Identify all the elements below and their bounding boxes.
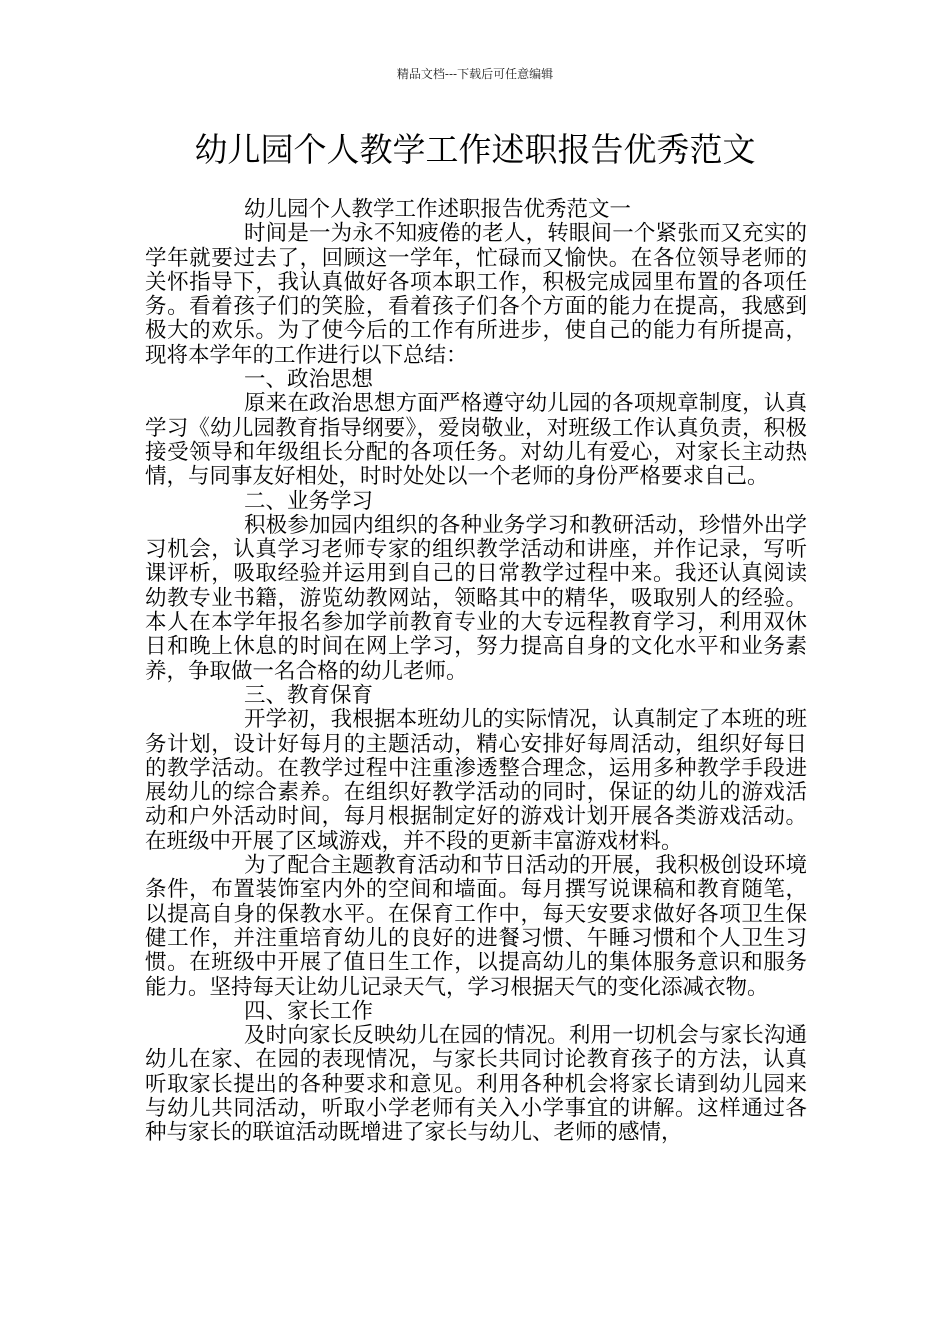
section-heading-politics: 一、政治思想 — [244, 367, 374, 393]
study-paragraph: 积极参加园内组织的各种业务学习和教研活动，珍惜外出学习机会，认真学习老师专家的组织教学活动和讲座，并作记录，写听课评析，吸取经验并运用到自己的日常教学过程中来。我还认真阅读幼教专业书籍，游览幼教网站，领略其中的精华，吸取别人的经验。本人在本学年报名参加学前教育专业的大专远程教育学习，利用双休日和晚上休息的时间在网上学习，努力提高自身的文化水平和业务素养，争取做一名合格的幼儿老师。 — [145, 512, 807, 684]
section-heading-education: 三、教育保育 — [244, 682, 374, 708]
education-paragraph-2: 为了配合主题教育活动和节日活动的开展，我积极创设环境条件，布置装饰室内外的空间和墙面。每月撰写说课稿和教育随笔，以提高自身的保教水平。在保育工作中，每天安要求做好各项卫生保健工作，并注重培育幼儿的良好的进餐习惯、午睡习惯和个人卫生习惯。在班级中开展了值日生工作，以提高幼儿的集体服务意识和服务能力。坚持每天让幼儿记录天气，学习根据天气的变化添减衣物。 — [145, 853, 807, 1000]
document-body — [145, 198, 807, 1146]
parents-paragraph: 及时向家长反映幼儿在园的情况。利用一切机会与家长沟通幼儿在家、在园的表现情况，与家长共同讨论教育孩子的方法，认真听取家长提出的各种要求和意见。利用各种机会将家长请到幼儿园来与幼儿共同活动，听取小学老师有关入小学事宜的讲解。这样通过各种与家长的联谊活动既增进了家长与幼儿、老师的感情， — [145, 1023, 807, 1146]
intro-paragraph: 时间是一为永不知疲倦的老人，转眼间一个紧张而又充实的学年就要过去了，回顾这一学年，忙碌而又愉快。在各位领导老师的关怀指导下，我认真做好各项本职工作，积极完成园里布置的各项任务。看着孩子们的笑脸，看着孩子们各个方面的能力在提高，我感到极大的欢乐。为了使今后的工作有所进步，使自己的能力有所提高，现将本学年的工作进行以下总结： — [145, 221, 807, 368]
document-title: 幼儿园个人教学工作述职报告优秀范文 — [194, 130, 756, 169]
politics-paragraph: 原来在政治思想方面严格遵守幼儿园的各项规章制度，认真学习《幼儿园教育指导纲要》，爱岗敬业，对班级工作认真负责，积极接受领导和年级组长分配的各项任务。对幼儿有爱心，对家长主动热情，与同事友好相处，时时处处以一个老师的身份严格要求自己。 — [145, 391, 807, 490]
section-heading-study: 二、业务学习 — [244, 488, 374, 514]
subtitle-paragraph: 幼儿园个人教学工作述职报告优秀范文一 — [244, 197, 632, 222]
education-paragraph-1: 开学初，我根据本班幼儿的实际情况，认真制定了本班的班务计划，设计好每月的主题活动，精心安排好每周活动，组织好每日的教学活动。在教学过程中注重渗透整合理念，运用多种教学手段进展幼儿的综合素养。在组织好教学活动的同时，保证的幼儿的游戏活动和户外活动时间，每月根据制定好的游戏计划开展各类游戏活动。在班级中开展了区域游戏，并不段的更新丰富游戏材料。 — [145, 707, 807, 854]
page-header: 精品文档---下载后可任意编辑 — [396, 67, 554, 81]
section-heading-parents: 四、家长工作 — [244, 998, 374, 1024]
